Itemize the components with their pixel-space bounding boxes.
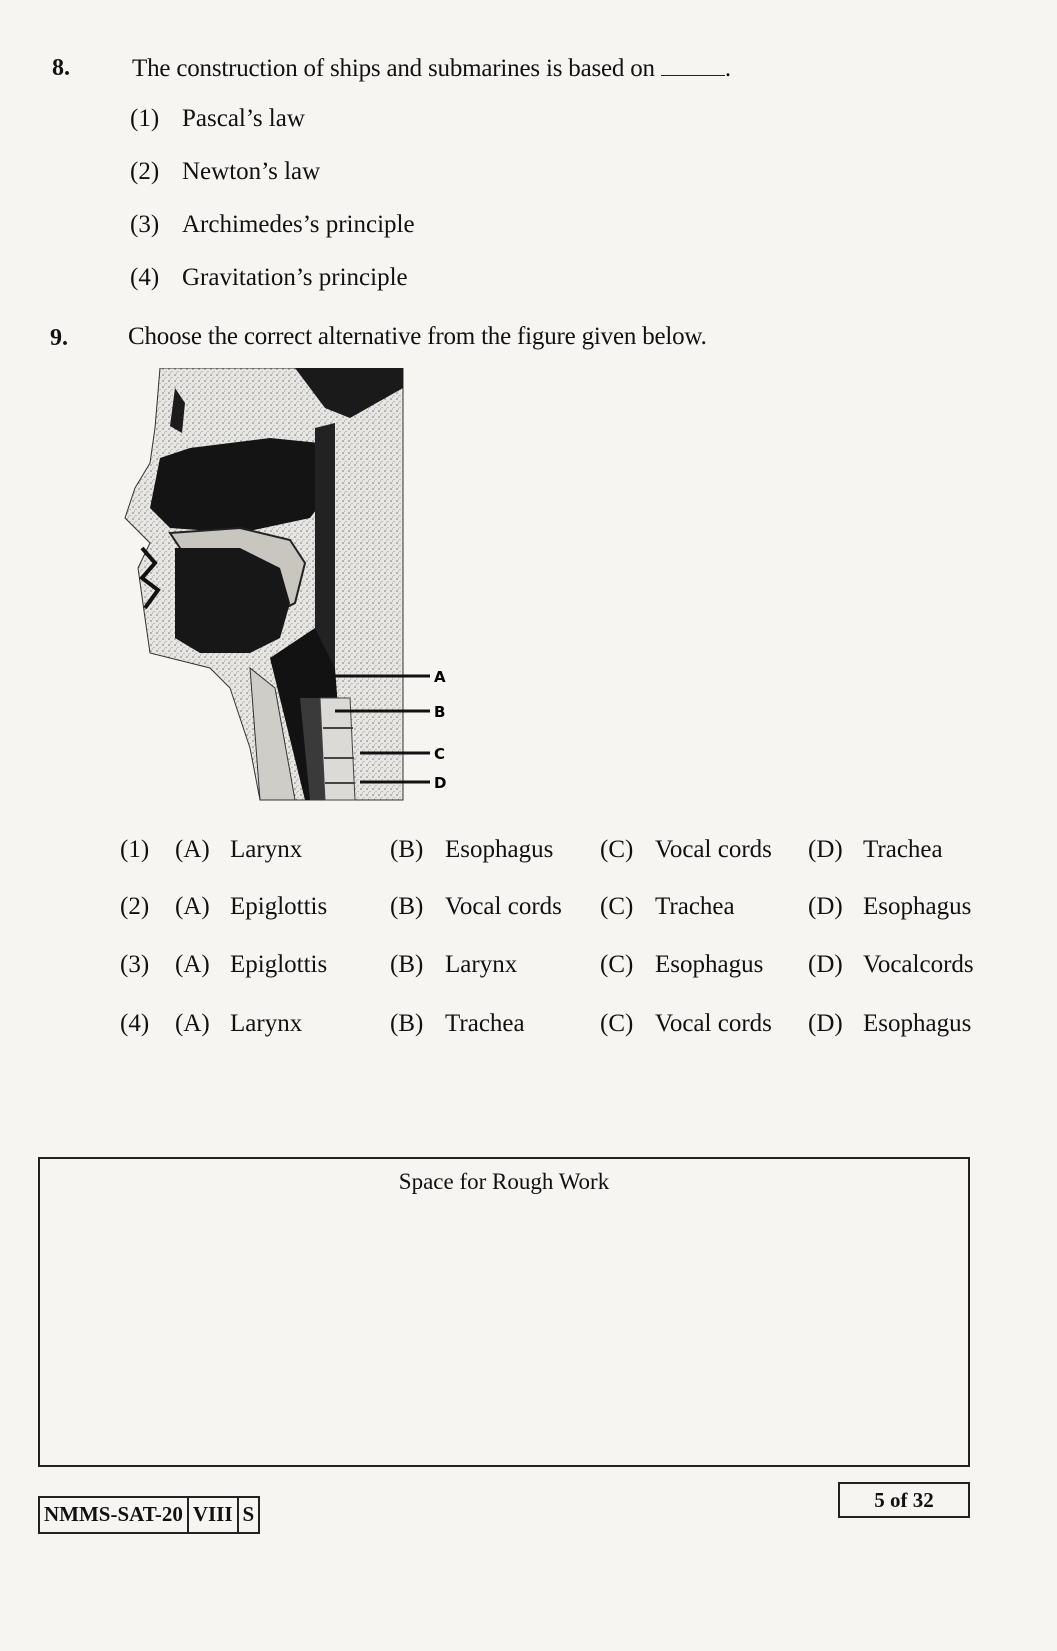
option-a-key: (A) (175, 1010, 210, 1037)
option-number: (1) (130, 105, 160, 132)
paper-code-exam: NMMS-SAT-20 (40, 1498, 189, 1532)
option-d-key: (D) (808, 951, 843, 978)
q9-option-3[interactable] (120, 951, 980, 985)
option-c-key: (C) (600, 1010, 634, 1037)
answer-blank (661, 53, 725, 76)
question-9-text: Choose the correct alternative from the figure given below. (128, 323, 707, 350)
option-d-value: Vocalcords (863, 951, 974, 978)
q8-option-1[interactable] (130, 105, 305, 133)
option-b-value: Vocal cords (445, 893, 562, 920)
option-a-key: (A) (175, 951, 210, 978)
option-number: (4) (120, 1010, 150, 1037)
option-d-value: Trachea (863, 836, 943, 863)
option-a-value: Epiglottis (230, 951, 328, 978)
option-number: (2) (120, 893, 150, 920)
page-number: 5 of 32 (838, 1482, 970, 1518)
option-a-key: (A) (175, 836, 210, 863)
option-a-value: Larynx (230, 836, 303, 863)
option-number: (3) (120, 951, 150, 978)
option-d-key: (D) (808, 836, 843, 863)
option-b-value: Larynx (445, 951, 518, 978)
option-a-key: (A) (175, 893, 210, 920)
figure-label-d: D (434, 774, 447, 792)
figure-label-c: C (434, 745, 446, 763)
option-label: Gravitation’s principle (182, 264, 408, 291)
option-c-value: Trachea (655, 893, 735, 920)
question-8-stem: The construction of ships and submarines is based on (132, 55, 655, 82)
rough-work-box (38, 1157, 970, 1467)
option-d-key: (D) (808, 1010, 843, 1037)
option-b-key: (B) (390, 1010, 424, 1037)
figure-label-b: B (434, 703, 446, 721)
question-8-number: 8. (52, 55, 70, 81)
q9-option-1[interactable] (120, 836, 980, 870)
q9-option-4[interactable] (120, 1010, 980, 1044)
q8-option-4[interactable] (130, 264, 408, 292)
paper-code-section: S (242, 1502, 255, 1526)
option-number: (3) (130, 211, 160, 238)
q8-option-2[interactable] (130, 158, 320, 186)
throat-anatomy-figure (120, 368, 480, 808)
option-b-key: (B) (390, 836, 424, 863)
option-label: Archimedes’s principle (182, 211, 415, 238)
option-c-key: (C) (600, 836, 634, 863)
option-c-value: Esophagus (655, 951, 764, 978)
question-8-text (132, 53, 731, 83)
option-d-value: Esophagus (863, 1010, 972, 1037)
option-number: (4) (130, 264, 160, 291)
option-b-key: (B) (390, 951, 424, 978)
paper-code-class: VIII (189, 1498, 239, 1532)
option-c-value: Vocal cords (655, 836, 772, 863)
option-c-value: Vocal cords (655, 1010, 772, 1037)
question-9-number: 9. (50, 325, 68, 351)
option-label: Newton’s law (182, 158, 321, 185)
paper-code (38, 1496, 260, 1534)
option-a-value: Epiglottis (230, 893, 328, 920)
option-number: (2) (130, 158, 160, 185)
figure-label-a: A (434, 668, 446, 686)
option-d-key: (D) (808, 893, 843, 920)
option-b-value: Trachea (445, 1010, 525, 1037)
option-b-key: (B) (390, 893, 424, 920)
option-c-key: (C) (600, 951, 634, 978)
option-d-value: Esophagus (863, 893, 972, 920)
option-b-value: Esophagus (445, 836, 554, 863)
q9-option-2[interactable] (120, 893, 980, 927)
rough-work-title: Space for Rough Work (398, 1169, 610, 1194)
q8-option-3[interactable] (130, 211, 415, 239)
question-8-end: . (724, 55, 731, 82)
option-a-value: Larynx (230, 1010, 303, 1037)
option-number: (1) (120, 836, 150, 863)
option-c-key: (C) (600, 893, 634, 920)
option-label: Pascal’s law (182, 105, 305, 132)
